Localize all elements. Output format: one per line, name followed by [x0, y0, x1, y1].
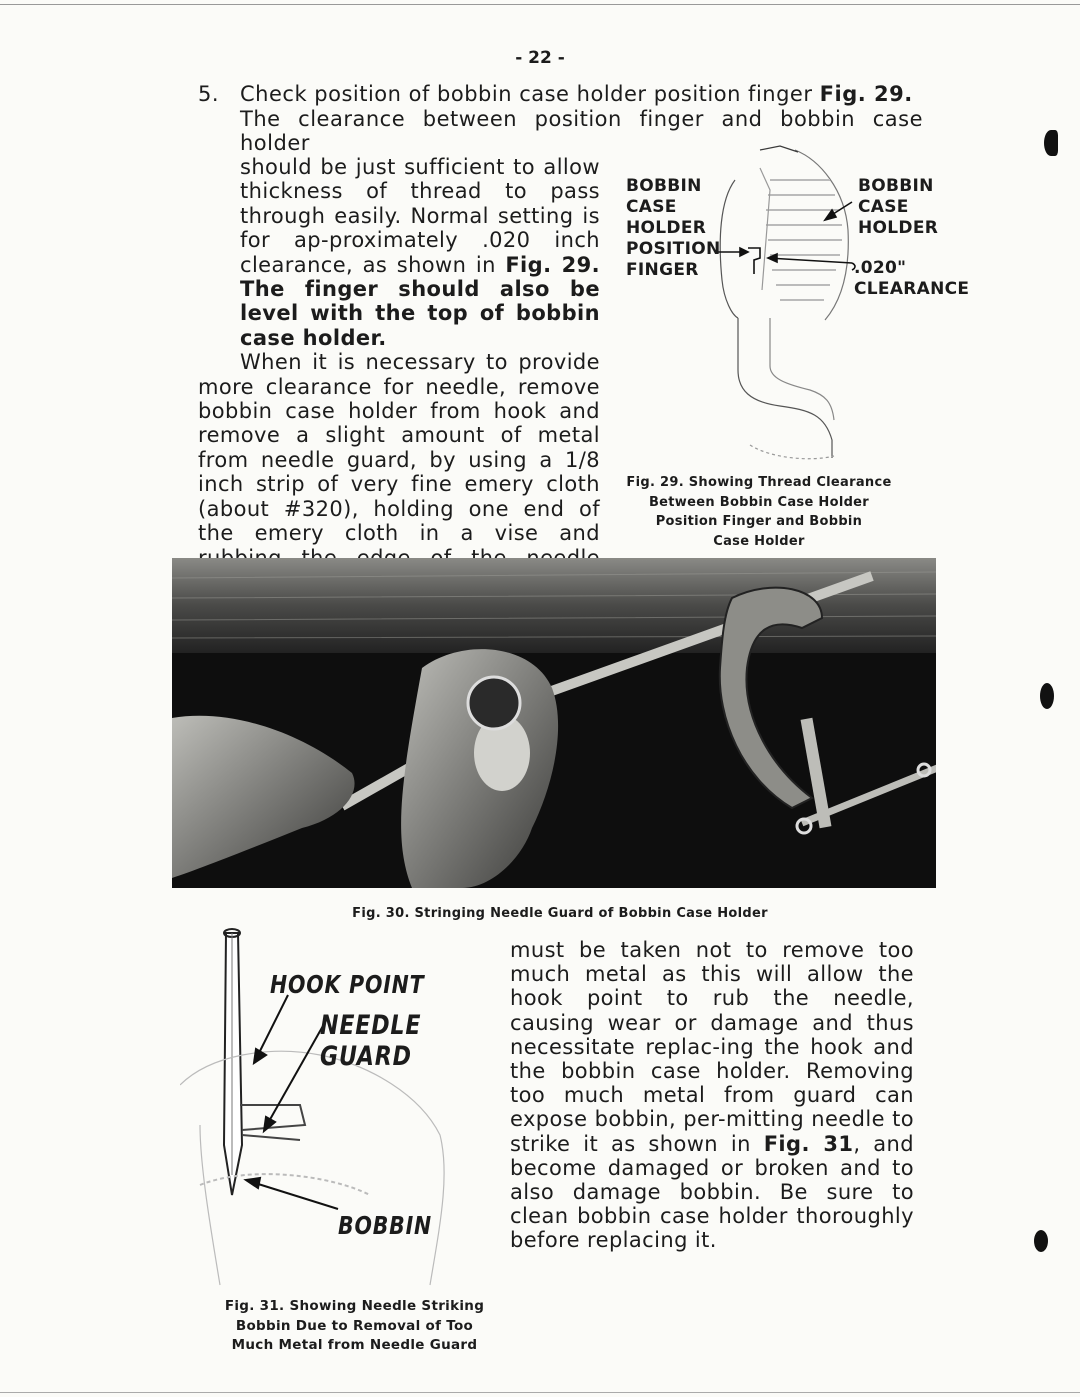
label-left-line-4: POSITION — [626, 239, 721, 259]
right-column-text-b: , and become damaged or broken and to also damage bobbin. Be sure to clean bobbin case holder thoroughly before replacing it. — [510, 1131, 915, 1253]
label-clearance — [854, 258, 969, 300]
label-bobbin: BOBBIN — [338, 1211, 433, 1240]
step-number: 5. — [198, 82, 220, 106]
fig-31-reference: Fig. 31 — [763, 1131, 854, 1156]
figure-30-photo — [172, 558, 936, 888]
label-bobbin-case-holder — [858, 176, 938, 239]
step-5-line-2: The clearance between position finger and bobbin case holder — [240, 106, 923, 155]
fig-29-reference-2: Fig. 29. — [505, 252, 601, 277]
fig-31-caption — [212, 1297, 497, 1356]
figure-31 — [180, 925, 500, 1295]
label-position-finger — [626, 176, 720, 281]
fig-29-caption-line-3: Position Finger and Bobbin — [655, 514, 863, 529]
right-column-text-a: must be taken not to remove too much metal as this will allow the hook point to rub the needle, causing wear or damage and thus necessitate replac-ing the hook and the bobbin case holder. Removing too much metal from guard can expose bobbin, per-mitting needle to strike it as shown in — [510, 938, 914, 1156]
top-edge-rule — [0, 4, 1080, 5]
label-needle-guard: NEEDLE GUARD — [320, 1010, 422, 1072]
fig-29-reference: Fig. 29. — [819, 82, 913, 106]
fig-29-caption-line-1: Fig. 29. Showing Thread Clearance — [626, 475, 892, 490]
fig-29-caption — [612, 473, 906, 551]
binder-hole-mark-top — [1044, 130, 1058, 156]
fig-31-caption-line-1: Fig. 31. Showing Needle Striking — [224, 1298, 485, 1314]
label-left-line-1: BOBBIN — [626, 176, 702, 196]
binder-hole-mark-bottom — [1034, 1230, 1048, 1252]
paragraph-clearance-text: should be just sufficient to allow thickness of thread to pass through easily. Normal setting is for ap-proximately .020 inch clearance, as shown in — [240, 155, 600, 277]
label-left-line-3: HOLDER — [626, 218, 707, 238]
label-clearance-value: .020" — [854, 258, 907, 278]
label-left-line-2: CASE — [626, 197, 677, 217]
step-5-text: Check position of bobbin case holder position finger — [240, 82, 820, 106]
page-number: - 22 - — [515, 48, 565, 68]
paragraph-more-clearance-text: When it is necessary to provide more clearance for needle, remove bobbin case holder from hook and remove a slight amount of metal from needle guard, by using a 1/8 inch strip of very fine emery cloth (about #320), holding one end of the emery cloth in a vise and — [198, 350, 600, 546]
label-left-line-5: FINGER — [626, 260, 699, 280]
fig-30-caption: Fig. 30. Stringing Needle Guard of Bobbin Case Holder — [352, 906, 768, 921]
label-hook-point: HOOK POINT — [270, 970, 425, 999]
binder-hole-mark-middle — [1040, 683, 1054, 709]
right-column-text — [510, 938, 914, 1253]
paragraph-clearance — [240, 155, 600, 350]
bottom-edge-rule — [0, 1392, 1080, 1393]
left-column-text — [198, 155, 600, 619]
step-5-line-1 — [240, 82, 923, 107]
fig-31-caption-line-2: Bobbin Due to Removal of Too — [235, 1317, 474, 1334]
figure-29 — [620, 140, 970, 470]
label-right-line-2: CASE — [858, 197, 909, 217]
fig-31-caption-line-3: Much Metal from Needle Guard — [231, 1337, 478, 1353]
label-clearance-word: CLEARANCE — [854, 279, 970, 299]
label-right-line-3: HOLDER — [858, 218, 939, 238]
finger-level-note: The finger should also be level with the top of bobbin case holder. — [240, 277, 600, 350]
fig-29-caption-line-4: Case Holder — [713, 533, 805, 549]
fig-29-caption-line-2: Between Bobbin Case Holder — [648, 494, 870, 510]
stringing-needle-guard-photo — [172, 558, 936, 888]
label-right-line-1: BOBBIN — [858, 176, 934, 196]
